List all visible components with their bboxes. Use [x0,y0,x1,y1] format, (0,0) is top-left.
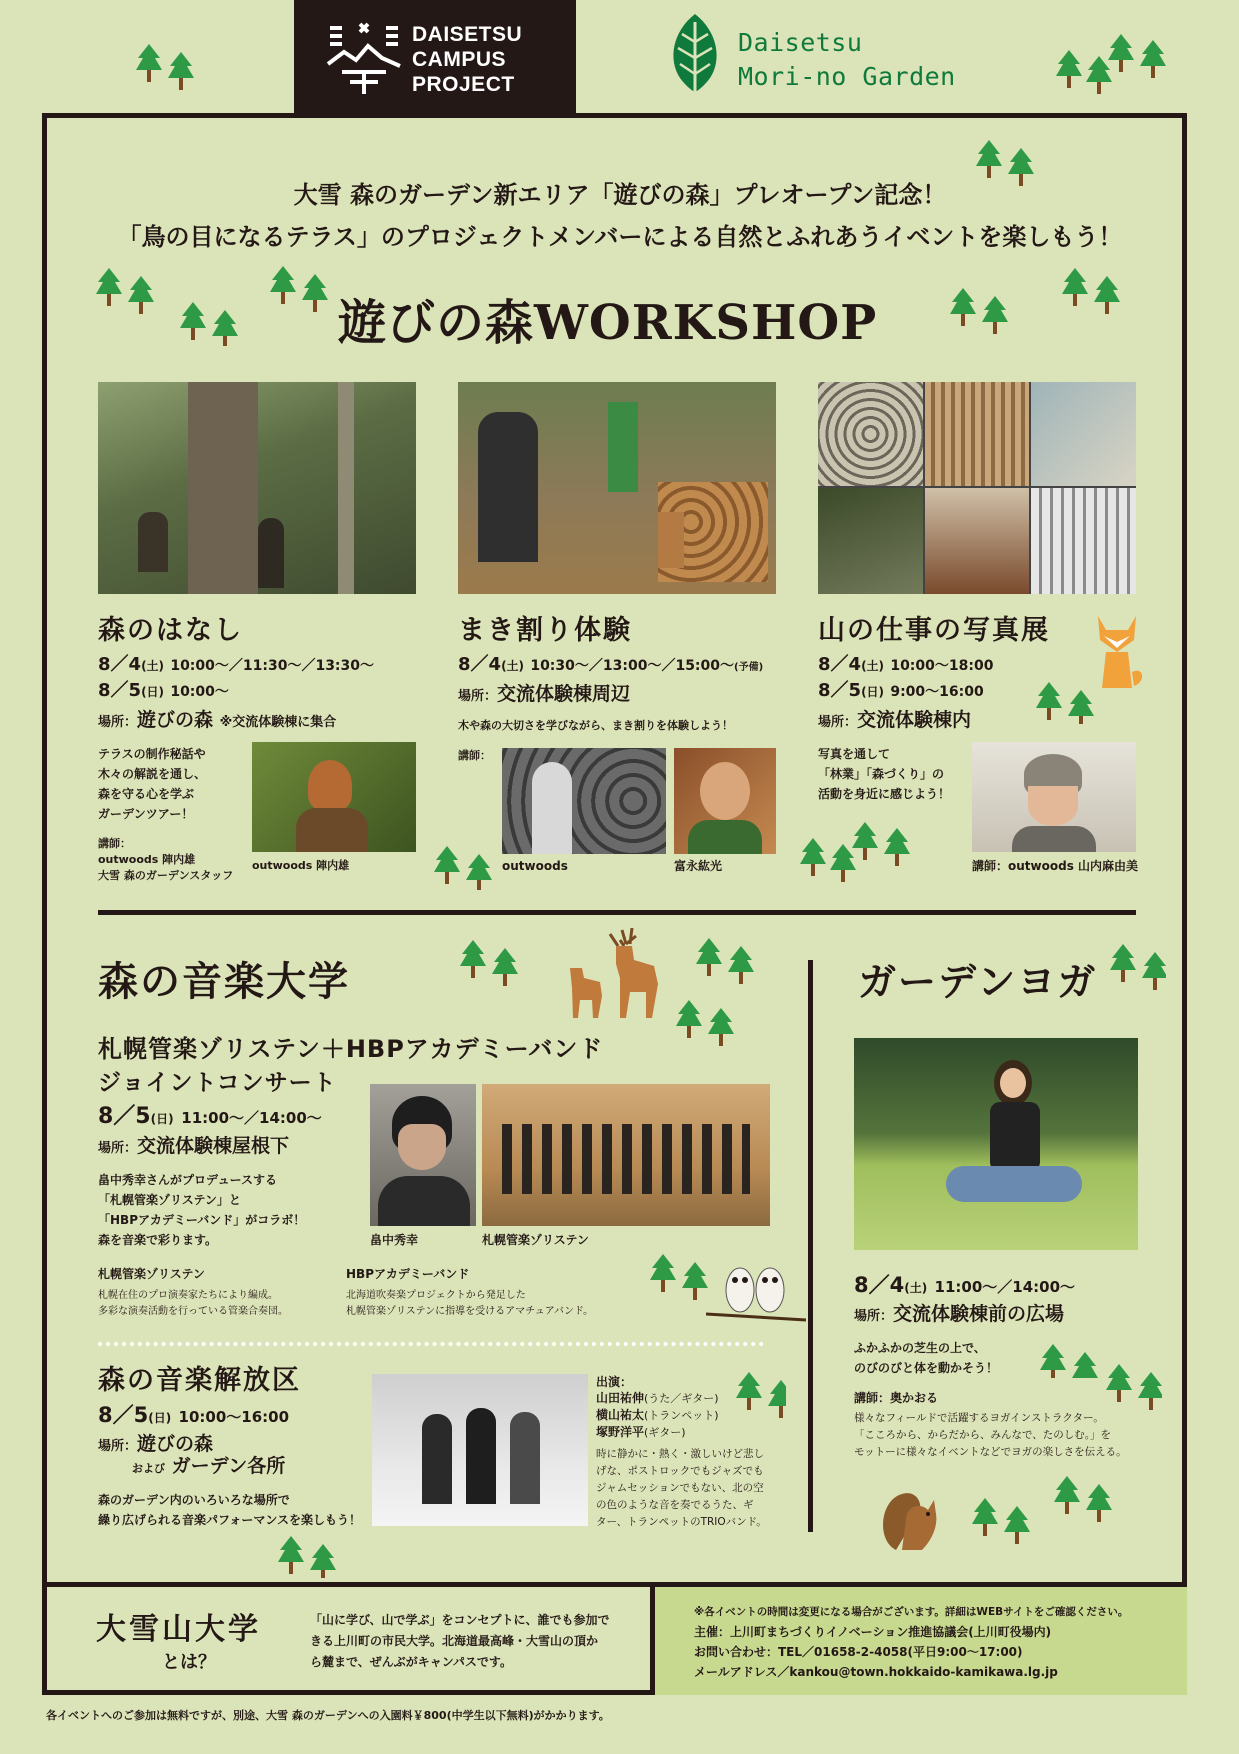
desc-line: 札幌管楽ゾリステンに指導を受けるアマチュアバンド。 [346,1306,594,1317]
dcp-line-2: CAMPUS [412,48,507,71]
campus-project-mark-icon [324,16,404,96]
liberation-place-2 [132,1454,285,1481]
forest-talk-description [98,744,238,824]
place: 交流体験棟前の広場 [893,1303,1065,1325]
mountain-work-photo-collage [818,382,1136,594]
desc-line: 森のガーデン内のいろいろな場所で [98,1493,290,1507]
daisetsu-mori-no-garden-logo [666,12,986,102]
time: 10:00〜／11:30〜／13:30〜 [170,658,375,674]
forest-talk-schedule-2 [98,680,229,703]
forest-talk-schedule-1 [98,654,374,677]
place-label: 場所： [818,715,858,730]
forest-talk-place [98,708,336,735]
group-1-name: 札幌管楽ゾリステン [98,1267,205,1281]
owls-on-branch-icon [706,1256,806,1328]
desc-line: 活動を身近に感じよう！ [818,787,951,801]
dcp-line-3: PROJECT [412,73,515,96]
desc-line: 「山に学び、山で学ぶ」をコンセプトに、誰でも参加で [310,1613,610,1627]
wood-splitting-schedule [458,654,763,679]
performer-role: (うた／ギター) [644,1392,719,1405]
performer-name: 横山祐太 [596,1408,645,1422]
desc-line: 森を音楽で彩ります。 [98,1233,218,1247]
schedule-notice: ※各イベントの時間は変更になる場合がございます。詳細はWEBサイトをご確認ください。 [694,1606,1129,1618]
garden-yoga-title: ガーデンヨガ [858,959,1098,1004]
desc-line: ジャムセッションでもない、北の空 [596,1482,764,1494]
trees-icon [180,296,246,346]
yoga-schedule [854,1274,1075,1299]
trees-icon [800,818,940,894]
desc-line: 畠中秀幸さんがプロデュースする [98,1173,278,1187]
orchestra-caption: 札幌管楽ゾリステン [482,1233,589,1247]
trees-icon [434,840,494,890]
hatanaka-photo [370,1084,476,1226]
desc-line: ガーデンツアー！ [98,807,194,821]
desc-line: げな、ポストロックでもジャズでも [596,1465,764,1477]
weekday: (日) [150,1112,174,1126]
desc-line: 繰り広げられる音楽パフォーマンスを楽しもう！ [98,1513,362,1527]
trees-icon [96,262,162,322]
place: 交流体験棟屋根下 [137,1135,290,1157]
intro-line-2: 「鳥の目になるテラス」のプロジェクトメンバーによる自然とふれあうイベントを楽しもう！ [117,223,1123,251]
desc-line: 多彩な演奏活動を行っている管楽合奏団。 [98,1306,288,1317]
desc-line: 木々の解説を通し、 [98,767,207,781]
contact-phone: お問い合わせ：TEL／01658-2-4058(平日9:00〜17:00) [694,1645,1023,1659]
music-university-title: 森の音楽大学 [98,958,350,1005]
trees-icon [1054,1470,1114,1526]
music-liberation-title: 森の音楽解放区 [98,1365,301,1396]
dotted-divider [98,1342,764,1346]
concert-place [98,1134,289,1161]
trees-icon [1106,1358,1162,1414]
time: 9:00〜16:00 [890,684,984,700]
yoga-description [854,1338,998,1378]
liberation-description [98,1490,361,1530]
place: 遊びの森 [137,709,214,731]
trees-icon [696,932,756,986]
forest-talk-instructors [98,836,233,884]
yoga-instructor: 講師：奥かおる [854,1391,939,1405]
leaf-icon [666,12,724,98]
tominaga-photo [674,748,776,854]
date: 8／5 [818,680,862,701]
wood-splitting-description: 木や森の大切さを学びながら、まき割りを体験しよう！ [458,719,733,732]
weekday: (日) [148,1411,172,1425]
dcp-line-1: DAISETSU [412,23,523,46]
desc-line: 様々なフィールドで活躍するヨガインストラクター。 [854,1412,1104,1424]
photo-exhibit-title: 山の仕事の写真展 [818,615,1050,646]
time: 11:00〜／14:00〜 [181,1109,322,1127]
place: 交流体験棟内 [857,709,972,731]
time: 10:00〜 [170,684,229,700]
photo-exhibit-schedule-1 [818,654,993,677]
tominaga-caption: 富永紘光 [674,859,723,873]
trees-icon [278,1530,338,1578]
desc-line: の色のような音を奏でるうた、ギ [596,1499,754,1511]
date: 8／4 [458,654,502,675]
dmg-line-1: Daisetsu [738,28,863,57]
trees-icon [1110,938,1166,998]
photo-exhibit-schedule-2 [818,680,984,703]
wood-splitting-title: まき割り体験 [458,615,632,646]
date: 8／4 [98,654,142,675]
desc-line: 「HBPアカデミーバンド」がコラボ！ [98,1213,306,1227]
time-note: (予備) [734,662,764,673]
concert-schedule [98,1106,322,1130]
organizer: 主催：上川町まちづくりイノベーション推進協議会(上川町役場内) [694,1625,1052,1639]
weekday: (日) [141,685,165,699]
instructor-label: 講師： [98,837,131,850]
weekday: (土) [861,659,885,673]
place: 遊びの森 [137,1433,214,1455]
deer-icon [550,926,664,1020]
place-label: 場所： [98,1439,138,1454]
desc-line: 時に静かに・熱く・激しいけど悲し [596,1448,764,1460]
trees-icon [270,260,330,312]
squirrel-icon [876,1480,942,1560]
desc-line: 北海道吹奏楽プロジェクトから発足した [346,1290,526,1301]
trees-icon [972,1492,1032,1554]
desc-line: ター、トランペットのTRIOバンド。 [596,1516,767,1528]
trees-icon [976,134,1036,194]
desc-line: 「林業」「森づくり」の [818,767,945,781]
workshop-title: 遊びの森WORKSHOP [338,295,878,351]
trio-band-photo [372,1374,588,1526]
admission-fee-note: 各イベントへのご参加は無料ですが、別途、大雪 森のガーデンへの入園料￥800(中学生以下無料)がかかります。 [46,1709,610,1722]
liberation-schedule [98,1404,289,1429]
photo-exhibit-description [818,744,950,804]
time: 10:30〜／13:00〜／15:00〜 [530,658,735,674]
wood-splitting-photo [458,382,776,594]
time: 10:00〜18:00 [890,658,994,674]
place: ガーデン各所 [171,1455,286,1477]
date: 8／5 [98,1403,149,1427]
desc-line: テラスの制作秘話や [98,747,206,761]
orchestra-photo [482,1084,770,1226]
outwoods-photo [502,748,666,854]
place: 交流体験棟周辺 [497,683,631,705]
intro-line-1: 大雪 森のガーデン新エリア「遊びの森」プレオープン記念！ [293,181,947,209]
date: 8／5 [98,1104,151,1129]
daisetsuzan-university-question: とは？ [162,1652,216,1673]
time: 10:00〜16:00 [178,1408,290,1426]
dmg-line-2: Mori-no Garden [738,62,956,91]
desc-line: 写真を通して [818,747,891,761]
desc-line: ふかふかの芝生の上で、 [854,1341,986,1355]
forest-talk-photo [98,382,416,594]
trees-icon [650,1248,710,1306]
performer-name: 山田祐伸 [596,1391,645,1405]
forest-talk-title: 森のはなし [98,615,243,646]
place-label: 場所： [854,1309,894,1324]
wood-splitting-place [458,682,630,709]
concert-description [98,1170,305,1250]
time: 11:00〜／14:00〜 [934,1278,1076,1296]
trees-icon [1062,262,1128,322]
weekday: (土) [501,659,525,673]
desc-line: のびのびと体を動かそう！ [854,1361,999,1375]
yamauchi-caption: 講師：outwoods 山内麻由美 [972,859,1139,873]
group-1-description [98,1288,288,1320]
desc-line: 森を守る心を学ぶ [98,787,195,801]
jinnai-photo [252,742,416,852]
photo-exhibit-place [818,708,971,735]
trio-band-description [596,1446,767,1531]
contact-email-link[interactable]: メールアドレス／kankou@town.hokkaido-kamikawa.lg.jp [694,1665,1058,1679]
trees-icon [950,282,1016,342]
desc-line: モットーに様々なイベントなどでヨガの楽しさを伝える。 [854,1446,1127,1458]
daisetsuzan-university-title: 大雪山大学 [96,1612,261,1647]
event-info [694,1602,1128,1682]
date: 8／5 [98,680,142,701]
trees-icon [460,934,522,1000]
desc-line: 札幌在住のプロ演奏家たちにより編成。 [98,1290,278,1301]
date: 8／4 [818,654,862,675]
desc-line: 「札幌管楽ゾリステン」と [98,1193,241,1207]
desc-line: きる上川町の市民大学。北海道最高峰・大雪山の頂か [310,1634,599,1648]
daisetsu-campus-project-logo [294,0,576,113]
jinnai-caption: outwoods 陣内雄 [252,859,350,872]
performer-name: 塚野洋平 [596,1425,645,1439]
trees-icon [136,38,202,92]
outwoods-caption: outwoods [502,859,568,873]
wood-splitting-instructor-label: 講師： [458,749,491,762]
instructor: 大雪 森のガーデンスタッフ [98,869,234,882]
performers-label: 出演： [596,1375,633,1389]
performer-role: (トランペット) [644,1409,719,1422]
place-label: 場所： [458,689,498,704]
section-divider [98,910,1136,915]
yoga-place [854,1302,1064,1329]
trees-icon [676,994,736,1050]
trees-icon [736,1366,786,1424]
weekday: (土) [141,659,165,673]
weekday: (日) [861,685,885,699]
yoga-instructor-profile [854,1410,1127,1461]
university-description [310,1610,610,1673]
yoga-photo [854,1038,1138,1250]
concert-title-line-2: ジョイントコンサート [98,1070,337,1096]
trees-icon [1036,676,1096,724]
hatanaka-caption: 畠中秀幸 [370,1233,419,1247]
group-2-name: HBPアカデミーバンド [346,1267,470,1281]
group-2-description [346,1288,593,1320]
trees-icon [1056,30,1180,102]
fox-icon [1088,612,1146,692]
place-label: 場所： [98,715,138,730]
desc-line: ら麓まで、ぜんぶがキャンパスです。 [310,1655,512,1669]
performer-role: (ギター) [644,1426,686,1439]
instructor: outwoods 陣内雄 [98,853,196,866]
date: 8／4 [854,1273,905,1297]
concert-title-line-1: 札幌管楽ゾリステン＋HBPアカデミーバンド [98,1035,604,1063]
place-note: ※交流体験棟に集合 [219,715,337,730]
place-connector: および [132,1462,165,1475]
desc-line: 「こころから、からだから、みんなで、たのしむ。」を [854,1429,1112,1441]
yamauchi-photo [972,742,1136,852]
place-label: 場所： [98,1141,138,1156]
column-divider [808,960,813,1532]
weekday: (土) [904,1281,928,1295]
trees-icon [1040,1338,1100,1378]
